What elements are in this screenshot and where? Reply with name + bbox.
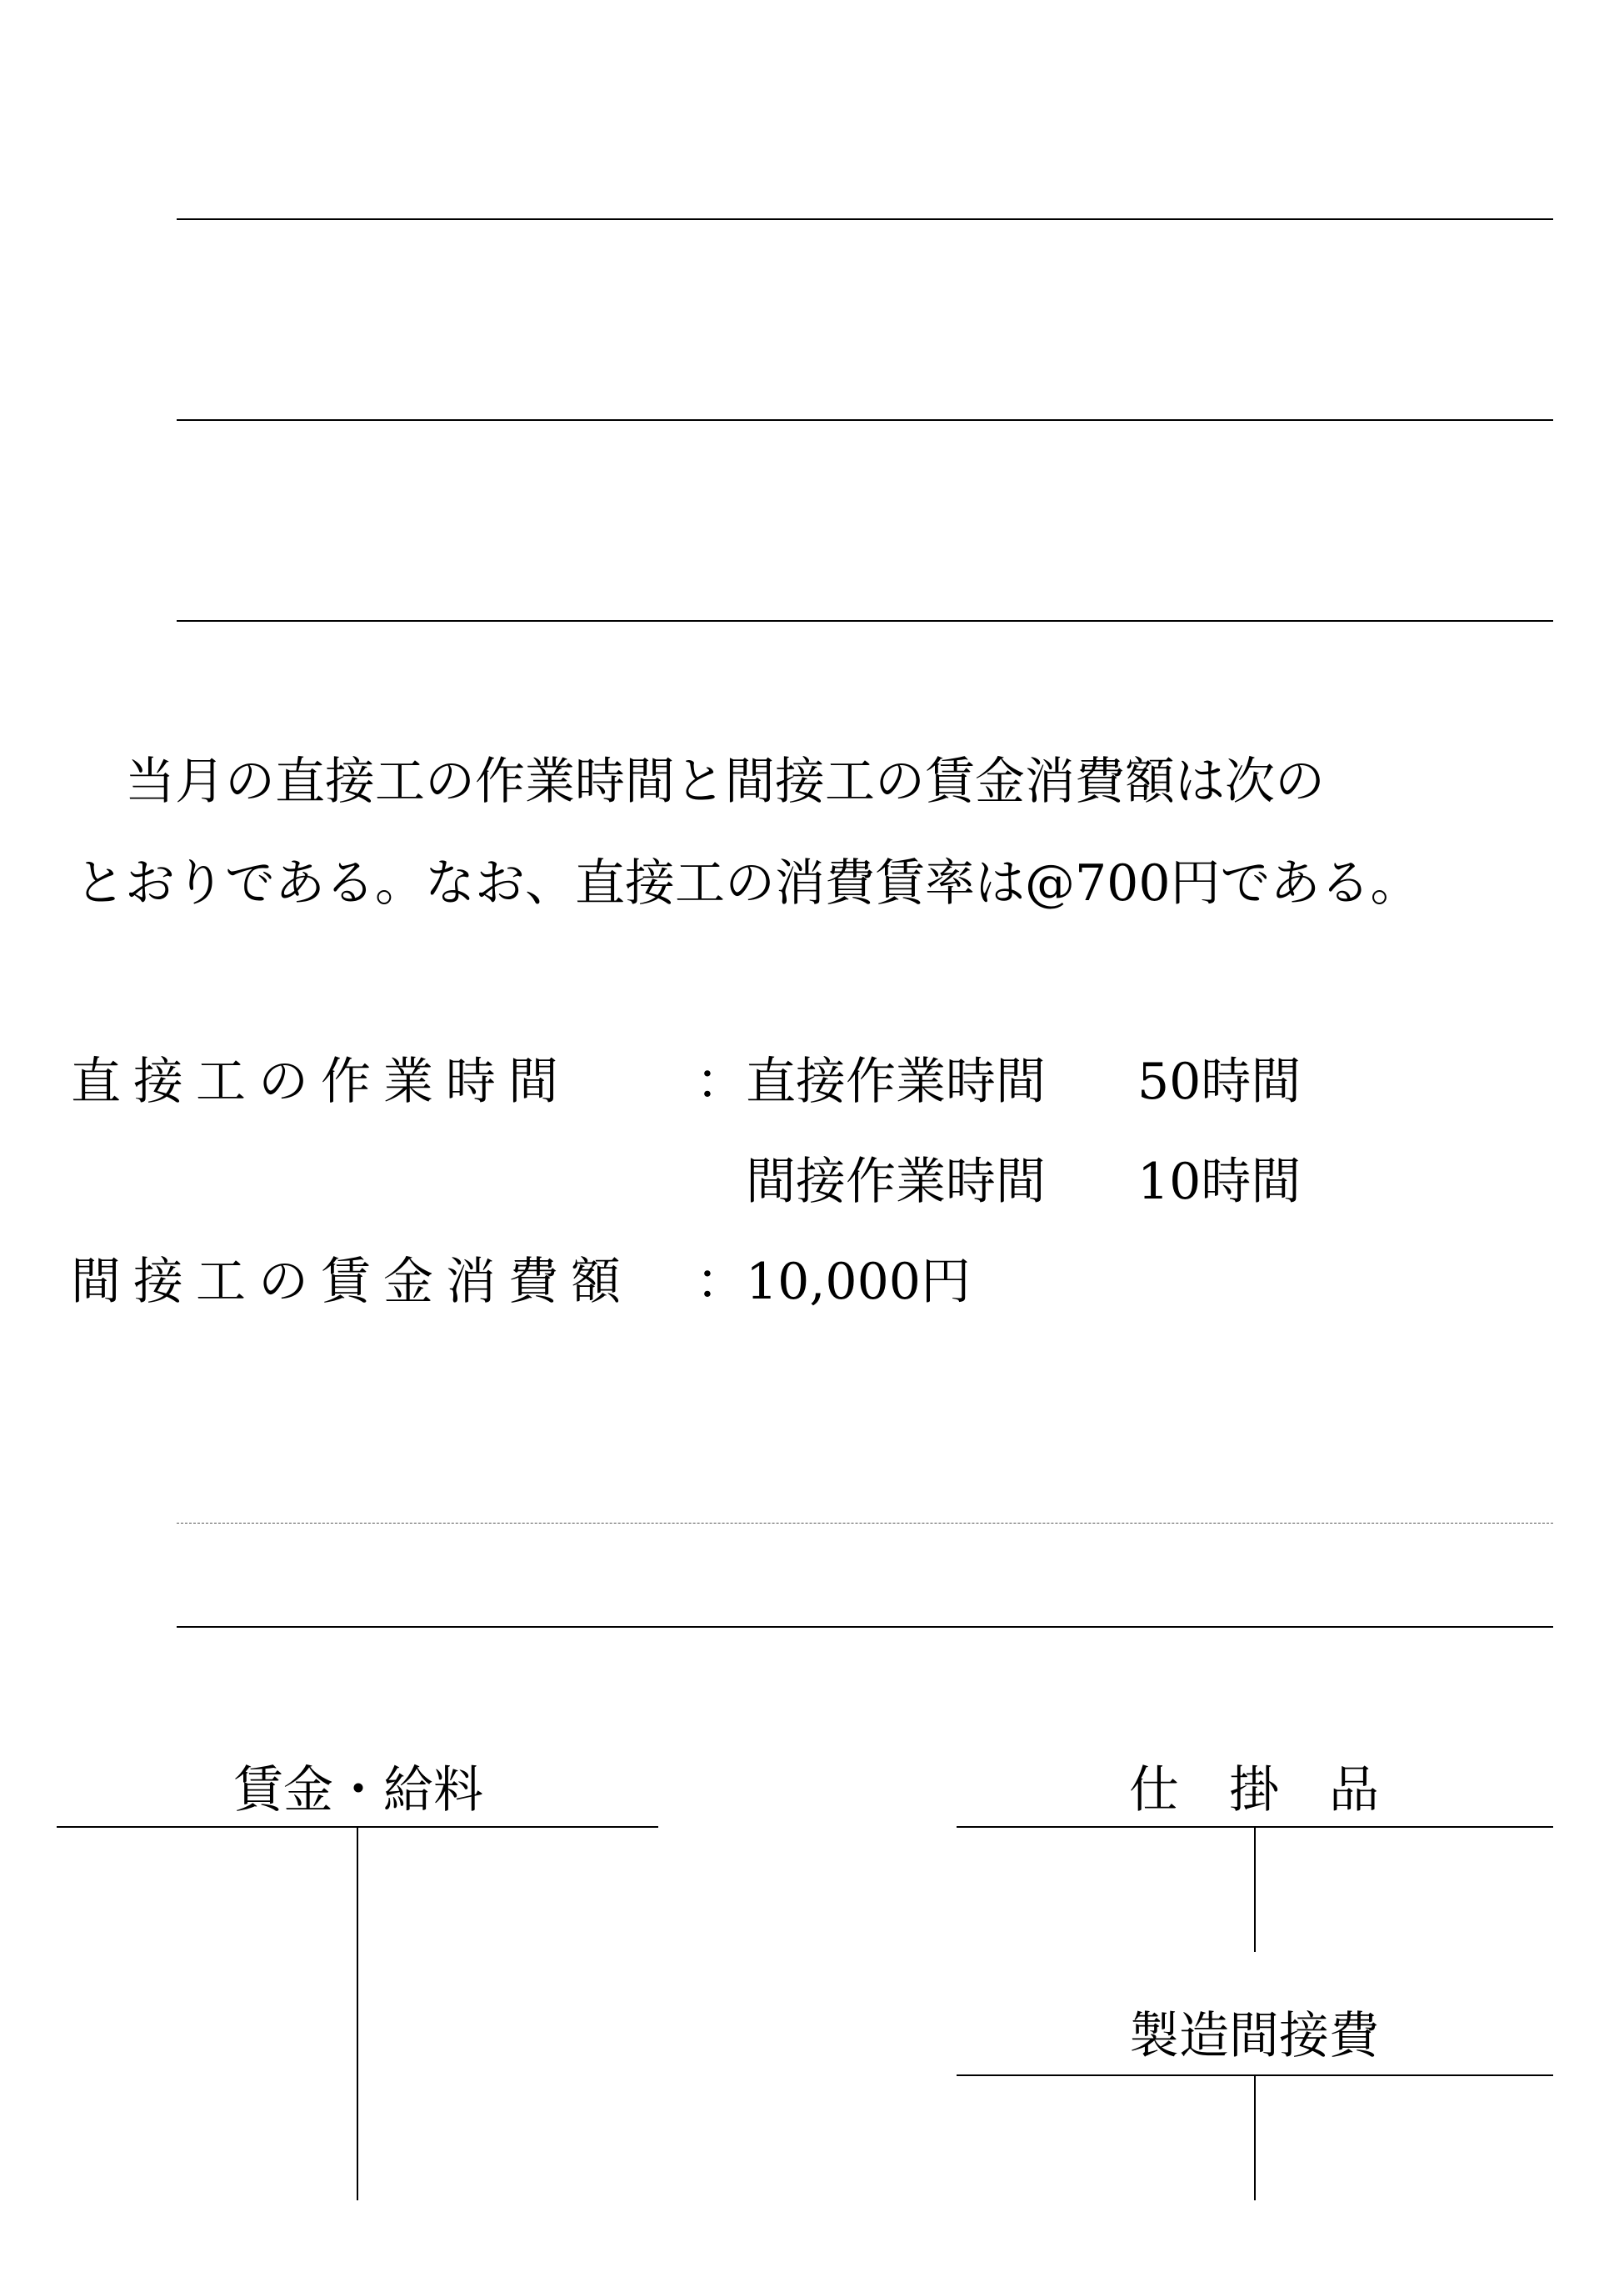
row-item-indirect-work: 間接作業時間 <box>746 1153 1046 1211</box>
answer-line-1 <box>177 218 1553 220</box>
taccount-overhead-center-line <box>1254 2075 1256 2200</box>
problem-paragraph-line-2: とおりである。なお、直接工の消費賃率は@700円である。 <box>75 854 1421 913</box>
row-item-indirect-wages-amount: 10,000円 <box>746 1253 971 1311</box>
account-title-wip: 仕 掛 品 <box>1129 1761 1379 1819</box>
answer-line-4 <box>177 1626 1553 1628</box>
answer-line-2 <box>177 419 1553 421</box>
answer-line-3 <box>177 620 1553 622</box>
row-label-indirect-wages: 間接工の賃金消費額 <box>71 1253 633 1311</box>
row-colon-1: ： <box>696 1053 746 1111</box>
row-item-direct-work: 直接作業時間 <box>746 1053 1046 1111</box>
row-value-indirect-work: 10時間 <box>1137 1153 1302 1211</box>
account-title-wages: 賃金・給料 <box>233 1761 483 1819</box>
problem-paragraph-line-1: 当月の直接工の作業時間と間接工の賃金消費額は次の <box>75 753 1325 811</box>
account-title-overhead: 製造間接費 <box>1129 2007 1379 2065</box>
row-label-direct-hours: 直接工の作業時間 <box>71 1053 571 1111</box>
row-value-direct-work: 50時間 <box>1137 1053 1302 1111</box>
taccount-wip-center-line <box>1254 1827 1256 1952</box>
taccount-wages-center-line <box>357 1827 358 2200</box>
row-colon-3: ： <box>696 1253 746 1311</box>
answer-dotted-line <box>177 1523 1553 1524</box>
